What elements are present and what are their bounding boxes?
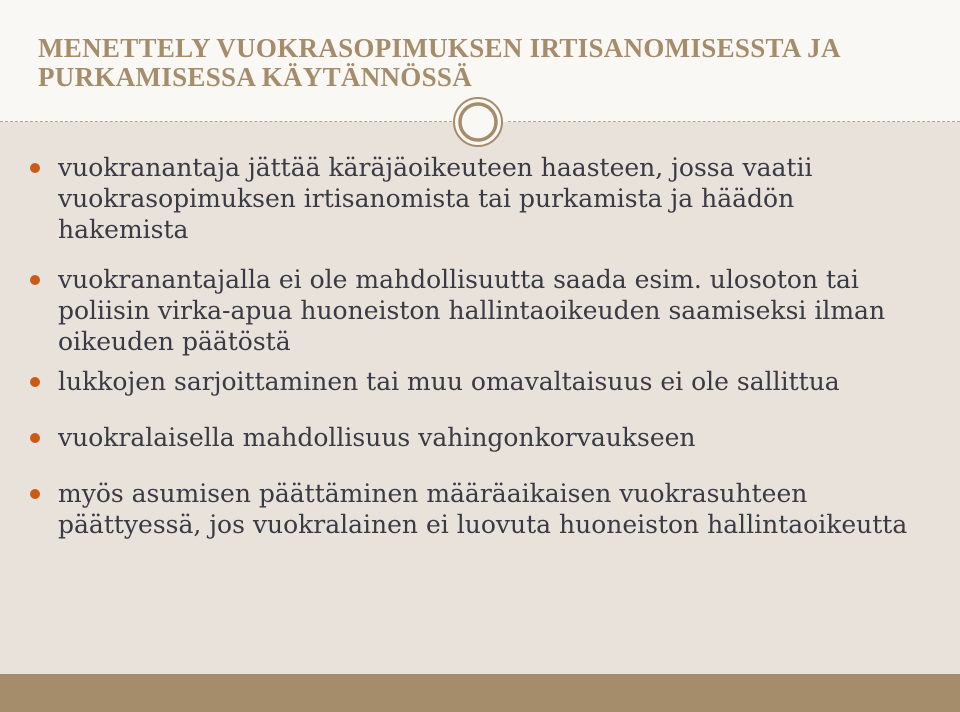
bullet-text: myös asumisen päättäminen määräaikaisen vuokrasuhteen päättyessä, jos vuokralainen ei luovuta huoneiston hallintaoikeutta <box>58 479 908 539</box>
bottom-accent-bar <box>0 674 960 712</box>
bullet-text: lukkojen sarjoittaminen tai muu omavaltaisuus ei ole sallittua <box>58 367 840 396</box>
bullet-text: vuokranantajalla ei ole mahdollisuutta saada esim. ulosoton tai poliisin virka-apua huoneiston hallintaoikeuden saamiseksi ilman oikeuden päätöstä <box>58 265 886 356</box>
bullet-item <box>30 264 930 357</box>
orange-dot-bullet-icon <box>30 433 40 443</box>
bullet-text: vuokranantaja jättää käräjäoikeuteen haasteen, jossa vaatii vuokrasopimuksen irtisanomista tai purkamista ja häädön hakemista <box>58 153 813 244</box>
orange-dot-bullet-icon <box>30 489 40 499</box>
bullet-list <box>30 152 930 540</box>
double-ring-ornament-icon <box>452 96 504 148</box>
bullet-item <box>30 366 930 397</box>
orange-dot-bullet-icon <box>30 275 40 285</box>
orange-dot-bullet-icon <box>30 163 40 173</box>
title-divider-left <box>0 121 452 122</box>
bullet-item <box>30 422 930 453</box>
slide-title: MENETTELY VUOKRASOPIMUKSEN IRTISANOMISESSTA JA PURKAMISESSA KÄYTÄNNÖSSÄ <box>38 33 840 92</box>
bullet-item <box>30 152 930 245</box>
orange-dot-bullet-icon <box>30 377 40 387</box>
title-divider-right <box>508 121 960 122</box>
bullet-text: vuokralaisella mahdollisuus vahingonkorvaukseen <box>58 423 696 452</box>
bullet-item <box>30 478 930 540</box>
